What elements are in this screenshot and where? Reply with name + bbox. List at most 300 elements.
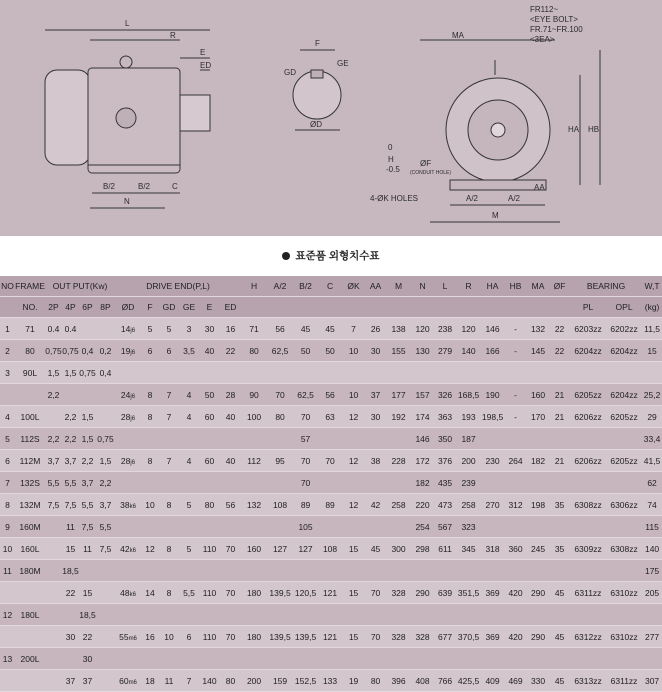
cell-n <box>411 318 434 340</box>
cell-d <box>115 604 141 626</box>
cell-e <box>199 428 220 450</box>
cell-h-value: 90 <box>249 389 259 400</box>
cell-ma <box>527 406 549 428</box>
cell-a2 <box>267 582 293 604</box>
cell-d-value: 14 <box>120 323 131 334</box>
cell-k <box>342 560 365 582</box>
cell-l-value: 611 <box>438 543 452 554</box>
col-wt: W,T <box>642 276 662 297</box>
shaft-fit-tolerance: k6 <box>129 503 136 510</box>
cell-e <box>199 406 220 428</box>
cell-n <box>411 494 434 516</box>
cell-k <box>342 516 365 538</box>
cell-wt-value: 307 <box>644 675 660 686</box>
header-row-1 <box>0 276 662 297</box>
col-ha: HA <box>481 276 504 297</box>
cell-m-value: 192 <box>391 411 406 422</box>
cell-p4 <box>62 626 79 648</box>
cell-e-value: 40 <box>204 345 215 356</box>
cell-b2 <box>293 516 318 538</box>
cell-ed <box>220 450 241 472</box>
cell-p8 <box>96 340 115 362</box>
cell-frame-value: 112M <box>19 455 41 466</box>
cell-wt <box>642 362 662 384</box>
cell-no-value: 5 <box>5 433 10 444</box>
cell-b2-value: 45 <box>300 323 311 334</box>
cell-ed <box>220 494 241 516</box>
cell-p2 <box>45 648 62 670</box>
cell-r <box>456 406 481 428</box>
dim-label-gd: GD <box>284 68 296 77</box>
cell-a2-value: 139,5 <box>269 631 291 642</box>
dim-label-aa: AA <box>534 183 545 192</box>
cell-gd-value: 11 <box>164 675 174 686</box>
cell-frame <box>15 450 45 472</box>
cell-no-value: 4 <box>5 411 10 422</box>
cell-no <box>0 648 15 670</box>
cell-gd <box>159 516 179 538</box>
cell-p2 <box>45 472 62 494</box>
col-c: C <box>318 276 342 297</box>
cell-no <box>0 626 15 648</box>
cell-p6 <box>79 582 96 604</box>
col-m: M <box>386 276 411 297</box>
cell-frame <box>15 384 45 406</box>
cell-p8-value: 7,5 <box>99 543 112 554</box>
cell-r-value: 193 <box>461 411 476 422</box>
col-r: R <box>456 276 481 297</box>
cell-wt <box>642 648 662 670</box>
cell-b2-value: 70 <box>300 411 311 422</box>
cell-frame <box>15 406 45 428</box>
cell-l-value: 567 <box>437 521 453 532</box>
cell-ma-value: 145 <box>530 345 546 356</box>
cell-l <box>434 428 456 450</box>
cell-p2 <box>45 450 62 472</box>
cell-h-value: 180 <box>246 631 262 642</box>
cell-wt <box>642 450 662 472</box>
cell-frame <box>15 582 45 604</box>
cell-p4 <box>62 406 79 428</box>
cell-fd <box>549 428 570 450</box>
table-row <box>0 494 662 516</box>
cell-no <box>0 472 15 494</box>
cell-l <box>434 384 456 406</box>
dim-label-ma: MA <box>452 31 464 40</box>
cell-l <box>434 582 456 604</box>
cell-r-value: 425,5 <box>457 675 480 686</box>
cell-frame <box>15 626 45 648</box>
cell-p2-value: 2,2 <box>47 433 60 444</box>
cell-aa <box>365 626 386 648</box>
cell-opl <box>606 516 642 538</box>
dim-label-ed: ED <box>200 61 212 70</box>
cell-ed-value: 40 <box>225 455 236 466</box>
cell-r <box>456 318 481 340</box>
shaft-fit-tolerance: m6 <box>128 635 137 642</box>
cell-c <box>318 494 342 516</box>
cell-opl <box>606 318 642 340</box>
cell-a2 <box>267 516 293 538</box>
cell-aa-value: 42 <box>370 499 381 510</box>
cell-gd <box>159 626 179 648</box>
cell-p6 <box>79 450 96 472</box>
cell-h <box>241 384 267 406</box>
cell-pl <box>570 538 606 560</box>
cell-aa-value: 30 <box>370 411 381 422</box>
cell-p2-value: 0.4 <box>47 323 60 334</box>
cell-aa-value: 37 <box>370 389 381 400</box>
cell-aa-value: 38 <box>370 455 381 466</box>
cell-m <box>386 516 411 538</box>
cell-a2 <box>267 648 293 670</box>
cell-ma <box>527 318 549 340</box>
cell-e-value: 60 <box>204 455 215 466</box>
cell-m <box>386 648 411 670</box>
dim-label-h-tol-upper: 0 <box>388 143 393 152</box>
cell-a2-value: 62,5 <box>271 345 289 356</box>
cell-l <box>434 362 456 384</box>
cell-fd <box>549 670 570 692</box>
cell-f-value: 16 <box>145 631 155 642</box>
cell-wt-value: 25,2 <box>643 389 661 400</box>
cell-m-value: 396 <box>391 675 406 686</box>
cell-ma-value: 198 <box>530 499 546 510</box>
cell-frame <box>15 340 45 362</box>
cell-p6 <box>79 428 96 450</box>
cell-c <box>318 406 342 428</box>
table-row <box>0 604 662 626</box>
dim-label-b2-left: B/2 <box>103 182 116 191</box>
cell-wt <box>642 494 662 516</box>
col-bearing: BEARING <box>570 276 642 297</box>
cell-pl <box>570 494 606 516</box>
cell-no <box>0 560 15 582</box>
cell-ed <box>220 362 241 384</box>
cell-wt <box>642 318 662 340</box>
cell-p6-value: 2,2 <box>81 455 94 466</box>
cell-l-value: 376 <box>437 455 453 466</box>
cell-r-value: 345 <box>461 543 476 554</box>
cell-ma-value: 160 <box>530 389 546 400</box>
cell-c <box>318 560 342 582</box>
cell-opl-value: 6205zz <box>610 455 638 466</box>
cell-r-value: 258 <box>461 499 476 510</box>
cell-no-value: 8 <box>5 499 10 510</box>
cell-frame-value: 100L <box>20 411 40 422</box>
cell-no-value: 10 <box>2 543 13 554</box>
cell-e <box>199 626 220 648</box>
cell-ha <box>481 362 504 384</box>
cell-p8 <box>96 406 115 428</box>
col-od: ØD <box>115 297 141 318</box>
cell-d-value: 48 <box>120 587 130 598</box>
cell-no <box>0 384 15 406</box>
cell-wt-value: 15 <box>647 345 657 356</box>
table-title <box>0 244 662 268</box>
shaft-fit-tolerance: k6 <box>129 591 136 598</box>
cell-a2-value: 80 <box>275 411 285 422</box>
cell-f <box>141 494 159 516</box>
cell-b2 <box>293 340 318 362</box>
cell-ha <box>481 428 504 450</box>
cell-p4-value: 2,2 <box>64 433 77 444</box>
cell-ed-value: 80 <box>225 675 236 686</box>
cell-n-value: 157 <box>415 389 430 400</box>
cell-f-value: 5 <box>147 323 153 334</box>
table-row <box>0 648 662 670</box>
cell-h <box>241 670 267 692</box>
cell-n-value: 130 <box>415 345 430 356</box>
cell-ed <box>220 406 241 428</box>
cell-p8 <box>96 450 115 472</box>
dimension-table-wrapper <box>0 276 662 686</box>
cell-d <box>115 626 141 648</box>
cell-f-value: 14 <box>145 587 155 598</box>
cell-m <box>386 406 411 428</box>
cell-ha <box>481 648 504 670</box>
cell-wt <box>642 560 662 582</box>
dim-label-hb: HB <box>588 125 600 134</box>
cell-r <box>456 494 481 516</box>
cell-e <box>199 340 220 362</box>
cell-aa-value: 70 <box>370 587 381 598</box>
cell-n-value: 328 <box>415 631 430 642</box>
shaft-fit-tolerance: j6 <box>130 349 136 356</box>
cell-ha-value: 409 <box>485 675 500 686</box>
cell-d-value: 19 <box>120 345 131 356</box>
cell-no <box>0 604 15 626</box>
cell-d-value: 42 <box>120 543 130 554</box>
col-pl: PL <box>570 297 606 318</box>
cell-aa <box>365 670 386 692</box>
cell-m <box>386 472 411 494</box>
cell-p8 <box>96 648 115 670</box>
cell-no <box>0 450 15 472</box>
cell-gd-value: 7 <box>166 455 172 466</box>
cell-frame <box>15 648 45 670</box>
cell-a2 <box>267 538 293 560</box>
cell-p8 <box>96 384 115 406</box>
cell-wt <box>642 516 662 538</box>
cell-f-value: 10 <box>145 499 155 510</box>
cell-no <box>0 516 15 538</box>
cell-f-value: 12 <box>145 543 155 554</box>
cell-pl <box>570 362 606 384</box>
cell-c <box>318 626 342 648</box>
cell-hb <box>504 340 527 362</box>
cell-p6-value: 0,75 <box>79 367 96 378</box>
cell-ma-value: 245 <box>530 543 546 554</box>
cell-n-value: 408 <box>415 675 430 686</box>
cell-p4-value: 11 <box>66 521 75 532</box>
cell-p8 <box>96 516 115 538</box>
cell-a2-value: 108 <box>272 499 288 510</box>
cell-gd-value: 6 <box>166 345 172 356</box>
cell-b2 <box>293 626 318 648</box>
cell-b2 <box>293 494 318 516</box>
cell-m-value: 328 <box>391 631 406 642</box>
eyebolt-note-line3: FR.71~FR.100 <box>530 25 583 34</box>
cell-e <box>199 560 220 582</box>
cell-p2 <box>45 340 62 362</box>
cell-p6 <box>79 384 96 406</box>
cell-e <box>199 384 220 406</box>
cell-p2 <box>45 362 62 384</box>
cell-b2-value: 57 <box>300 433 311 444</box>
cell-p2-value: 1,5 <box>47 367 60 378</box>
cell-fd <box>549 516 570 538</box>
cell-hb <box>504 560 527 582</box>
cell-hb-value: 312 <box>508 499 523 510</box>
cell-p6-value: 37 <box>82 675 93 686</box>
col-n: N <box>411 276 434 297</box>
cell-a2-value: 95 <box>275 455 285 466</box>
cell-b2-value: 70 <box>300 455 311 466</box>
cell-hb-value: 469 <box>508 675 523 686</box>
cell-p4 <box>62 318 79 340</box>
cell-ha-value: 230 <box>485 455 500 466</box>
cell-d <box>115 318 141 340</box>
cell-no-value: 7 <box>5 477 10 488</box>
cell-ha <box>481 450 504 472</box>
cell-wt-value: 33,4 <box>643 433 661 444</box>
cell-m <box>386 604 411 626</box>
dim-label-r: R <box>170 31 176 40</box>
cell-p2 <box>45 428 62 450</box>
cell-ge-value: 5 <box>186 543 192 554</box>
table-row <box>0 340 662 362</box>
cell-c <box>318 538 342 560</box>
dim-label-ha: HA <box>568 125 580 134</box>
cell-f <box>141 384 159 406</box>
cell-p6 <box>79 362 96 384</box>
cell-a2 <box>267 318 293 340</box>
cell-f <box>141 318 159 340</box>
cell-p6-value: 11 <box>83 543 92 554</box>
cell-p6-value: 0,4 <box>81 345 94 356</box>
cell-wt-value: 62 <box>647 477 657 488</box>
cell-m-value: 138 <box>391 323 406 334</box>
cell-r-value: 200 <box>461 455 476 466</box>
cell-k <box>342 318 365 340</box>
cell-ed <box>220 670 241 692</box>
cell-k-value: 12 <box>348 455 359 466</box>
cell-k <box>342 582 365 604</box>
eyebolt-note-line2: <EYE BOLT> <box>530 15 578 24</box>
cell-b2-value: 152,5 <box>294 675 317 686</box>
cell-l <box>434 648 456 670</box>
cell-b2-value: 105 <box>298 521 313 532</box>
cell-p4-value: 18,5 <box>62 565 79 576</box>
cell-d <box>115 362 141 384</box>
cell-hb-value: - <box>514 345 517 356</box>
cell-frame <box>15 516 45 538</box>
cell-r <box>456 538 481 560</box>
cell-p6 <box>79 670 96 692</box>
cell-h <box>241 340 267 362</box>
col-gd: GD <box>159 297 179 318</box>
cell-h <box>241 406 267 428</box>
cell-n-value: 290 <box>415 587 430 598</box>
cell-wt-value: 205 <box>644 587 660 598</box>
cell-a2-value: 127 <box>272 543 288 554</box>
cell-h-value: 160 <box>246 543 262 554</box>
cell-p4 <box>62 670 79 692</box>
cell-ed-value: 40 <box>225 411 236 422</box>
dim-label-e: E <box>200 48 206 57</box>
cell-ge-value: 7 <box>186 675 192 686</box>
cell-pl-value: 6203zz <box>574 323 602 334</box>
cell-aa <box>365 516 386 538</box>
cell-p2 <box>45 560 62 582</box>
cell-ha <box>481 516 504 538</box>
cell-p4-value: 7,5 <box>64 499 77 510</box>
cell-p4-value: 2,2 <box>64 411 77 422</box>
cell-k-value: 19 <box>348 675 359 686</box>
cell-fd-value: 35 <box>554 499 565 510</box>
cell-n-value: 174 <box>415 411 430 422</box>
cell-l <box>434 472 456 494</box>
cell-e-value: 30 <box>204 323 215 334</box>
cell-frame <box>15 428 45 450</box>
cell-k <box>342 648 365 670</box>
cell-wt <box>642 428 662 450</box>
cell-fd <box>549 450 570 472</box>
cell-l-value: 350 <box>437 433 453 444</box>
cell-ha-value: 318 <box>485 543 500 554</box>
table-row <box>0 428 662 450</box>
dim-label-h: H <box>388 155 394 164</box>
col-e: E <box>199 297 220 318</box>
cell-e-value: 110 <box>202 587 217 598</box>
cell-c-value: 108 <box>322 543 338 554</box>
cell-pl-value: 6313zz <box>574 675 602 686</box>
table-row <box>0 626 662 648</box>
cell-a2-value: 139,5 <box>269 587 291 598</box>
cell-p6 <box>79 626 96 648</box>
cell-wt <box>642 538 662 560</box>
cell-p2-value: 5,5 <box>47 477 60 488</box>
cell-h <box>241 472 267 494</box>
cell-ed <box>220 384 241 406</box>
cell-p8-value: 0,4 <box>99 367 112 378</box>
cell-h-value: 200 <box>246 675 262 686</box>
cell-opl-value: 6308zz <box>610 543 638 554</box>
cell-f <box>141 450 159 472</box>
cell-p4 <box>62 428 79 450</box>
cell-wt-value: 29 <box>647 411 657 422</box>
cell-hb <box>504 538 527 560</box>
cell-d <box>115 648 141 670</box>
cell-p4-value: 0,75 <box>62 345 79 356</box>
cell-aa <box>365 648 386 670</box>
cell-a2 <box>267 362 293 384</box>
header-row-2 <box>0 297 662 318</box>
table-row <box>0 318 662 340</box>
cell-aa-value: 45 <box>370 543 381 554</box>
cell-opl <box>606 494 642 516</box>
cell-c-value: 70 <box>325 455 335 466</box>
cell-h-value: 132 <box>246 499 262 510</box>
cell-c <box>318 362 342 384</box>
cell-l <box>434 604 456 626</box>
cell-h <box>241 318 267 340</box>
cell-n <box>411 340 434 362</box>
cell-f <box>141 604 159 626</box>
cell-hb <box>504 384 527 406</box>
cell-p8 <box>96 362 115 384</box>
